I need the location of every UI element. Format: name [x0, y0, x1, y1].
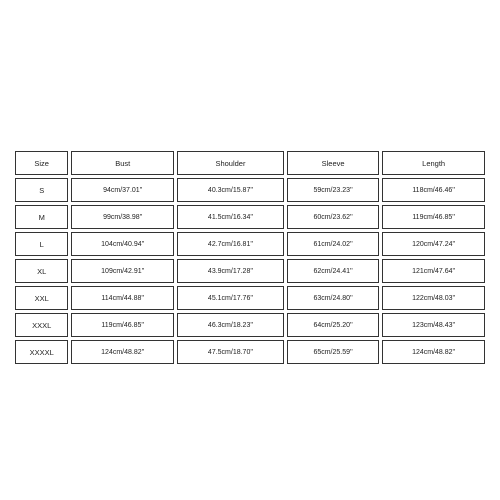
length-cell: 122cm/48.03'' [382, 286, 485, 310]
header-sleeve: Sleeve [287, 151, 379, 175]
sleeve-cell: 61cm/24.02'' [287, 232, 379, 256]
bust-cell: 119cm/46.85'' [71, 313, 174, 337]
size-cell: XXXL [15, 313, 68, 337]
table-row [15, 313, 485, 337]
shoulder-cell: 40.3cm/15.87'' [177, 178, 284, 202]
table-header-row [15, 151, 485, 175]
bust-cell: 114cm/44.88'' [71, 286, 174, 310]
bust-cell: 124cm/48.82'' [71, 340, 174, 364]
shoulder-cell: 42.7cm/16.81'' [177, 232, 284, 256]
size-cell: XXL [15, 286, 68, 310]
sleeve-cell: 59cm/23.23'' [287, 178, 379, 202]
table-row [15, 205, 485, 229]
bust-cell: 99cm/38.98'' [71, 205, 174, 229]
size-chart-table [12, 148, 488, 367]
length-cell: 121cm/47.64'' [382, 259, 485, 283]
shoulder-cell: 41.5cm/16.34'' [177, 205, 284, 229]
bust-cell: 109cm/42.91'' [71, 259, 174, 283]
header-length: Length [382, 151, 485, 175]
table-row [15, 259, 485, 283]
length-cell: 124cm/48.82'' [382, 340, 485, 364]
length-cell: 123cm/48.43'' [382, 313, 485, 337]
table-row [15, 232, 485, 256]
size-cell: XL [15, 259, 68, 283]
shoulder-cell: 47.5cm/18.70'' [177, 340, 284, 364]
size-cell: L [15, 232, 68, 256]
shoulder-cell: 46.3cm/18.23'' [177, 313, 284, 337]
size-cell: S [15, 178, 68, 202]
size-cell: M [15, 205, 68, 229]
sleeve-cell: 65cm/25.59'' [287, 340, 379, 364]
table-row [15, 340, 485, 364]
header-size: Size [15, 151, 68, 175]
sleeve-cell: 62cm/24.41'' [287, 259, 379, 283]
bust-cell: 104cm/40.94'' [71, 232, 174, 256]
size-cell: XXXXL [15, 340, 68, 364]
shoulder-cell: 43.9cm/17.28'' [177, 259, 284, 283]
header-shoulder: Shoulder [177, 151, 284, 175]
shoulder-cell: 45.1cm/17.76'' [177, 286, 284, 310]
table-row [15, 286, 485, 310]
header-bust: Bust [71, 151, 174, 175]
bust-cell: 94cm/37.01'' [71, 178, 174, 202]
length-cell: 120cm/47.24'' [382, 232, 485, 256]
length-cell: 119cm/46.85'' [382, 205, 485, 229]
sleeve-cell: 63cm/24.80'' [287, 286, 379, 310]
sleeve-cell: 64cm/25.20'' [287, 313, 379, 337]
sleeve-cell: 60cm/23.62'' [287, 205, 379, 229]
table-row [15, 178, 485, 202]
length-cell: 118cm/46.46'' [382, 178, 485, 202]
